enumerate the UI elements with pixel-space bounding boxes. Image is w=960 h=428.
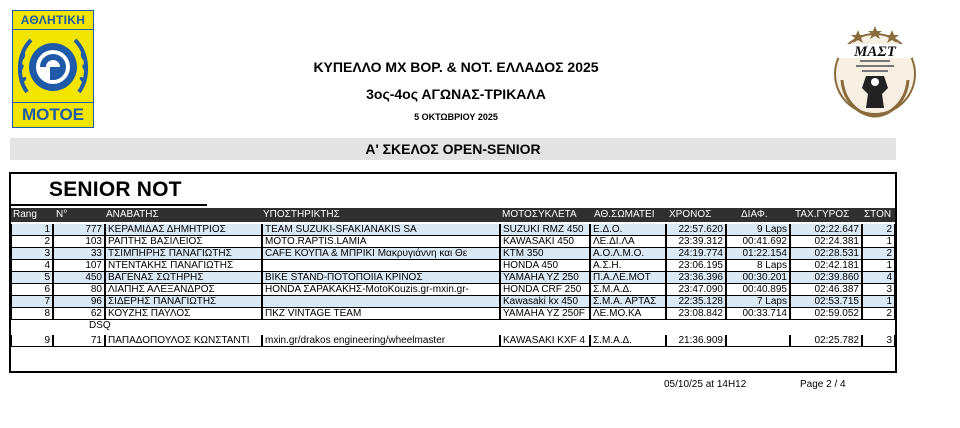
table-row: [11, 335, 895, 347]
table-row: [11, 296, 895, 308]
col-header-best: ΤΑΧ.ΓΥΡΟΣ: [795, 209, 850, 220]
cell-bike: YAMAHA YZ 250F: [500, 308, 590, 320]
cell-bike: KAWASAKI 450: [500, 236, 590, 248]
logo-bottom-text: MOTOE: [12, 102, 94, 128]
cell-club: Σ.Μ.Α.Δ.: [590, 335, 666, 347]
cell-ston: 3: [862, 335, 895, 347]
cell-sponsor: mxin.gr/drakos engineering/wheelmaster: [262, 335, 500, 347]
col-header-rang: Rang: [13, 209, 37, 220]
col-header-ston: ΣΤΟΝ: [864, 209, 892, 220]
cell-club: Π.Α.ΛΕ.ΜΟΤ: [590, 272, 666, 284]
class-title: SENIOR NOT: [49, 178, 182, 201]
cell-ston: 4: [862, 272, 895, 284]
cell-ston: 2: [862, 248, 895, 260]
cell-ston: 3: [862, 284, 895, 296]
cell-best-lap: 02:42.181: [790, 260, 862, 272]
cell-club: Σ.Μ.Α. ΑΡΤΑΣ: [590, 296, 666, 308]
cell-club: Σ.Μ.Α.Δ.: [590, 284, 666, 296]
cell-rang: 2: [11, 236, 53, 248]
cell-club: Α.Σ.Η.: [590, 260, 666, 272]
cell-rider: ΤΣΙΜΠΗΡΗΣ ΠΑΝΑΓΙΩΤΗΣ: [105, 248, 262, 260]
cell-diff: 00:30.201: [726, 272, 790, 284]
cell-diff: 00:41.692: [726, 236, 790, 248]
cell-best-lap: 02:53.715: [790, 296, 862, 308]
cell-rang: 1: [11, 224, 53, 236]
cell-time: 23:08.842: [666, 308, 726, 320]
cell-time: 23:36.396: [666, 272, 726, 284]
cell-diff: [726, 335, 790, 347]
cell-best-lap: 02:22.647: [790, 224, 862, 236]
cell-diff: 7 Laps: [726, 296, 790, 308]
section-title: Α' ΣΚΕΛΟΣ OPEN-SENIOR: [10, 138, 896, 160]
cell-bike: SUZUKI RMZ 450: [500, 224, 590, 236]
cell-ston: 2: [862, 224, 895, 236]
cell-rang: 7: [11, 296, 53, 308]
table-row: [11, 224, 895, 236]
col-header-bike: ΜΟΤΟΣΥΚΛΕΤΑ: [502, 209, 577, 220]
cell-rang: 5: [11, 272, 53, 284]
cell-rider: ΚΟΥΖΗΣ ΠΑΥΛΟΣ: [105, 308, 262, 320]
cell-time: 23:39.312: [666, 236, 726, 248]
page-number: Page 2 / 4: [800, 379, 846, 390]
event-date: 5 ΟΚΤΩΒΡΙΟΥ 2025: [414, 112, 498, 122]
table-row: [11, 284, 895, 296]
class-title-underline: [11, 204, 207, 206]
cell-bike: Kawasaki kx 450: [500, 296, 590, 308]
cell-rider: ΠΑΠΑΔΟΠΟΥΛΟΣ ΚΩΝΣΤΑΝΤΙ: [105, 335, 262, 347]
cell-ston: 1: [862, 236, 895, 248]
cell-rider: ΡΑΠΤΗΣ ΒΑΣΙΛΕΙΟΣ: [105, 236, 262, 248]
table-row: [11, 248, 895, 260]
cell-num: 450: [53, 272, 105, 284]
cell-num: 33: [53, 248, 105, 260]
round-title: 3ος-4ος ΑΓΩΝΑΣ-ΤΡΙΚΑΛΑ: [366, 86, 546, 102]
cell-sponsor: [262, 260, 500, 272]
cell-club: Α.Ο.Λ.Μ.Ο.: [590, 248, 666, 260]
cell-diff: 00:33.714: [726, 308, 790, 320]
cell-best-lap: 02:28.531: [790, 248, 862, 260]
cell-ston: 1: [862, 260, 895, 272]
cell-time: 23:47.090: [666, 284, 726, 296]
cell-num: 80: [53, 284, 105, 296]
cell-best-lap: 02:25.782: [790, 335, 862, 347]
cell-time: 22:35.128: [666, 296, 726, 308]
cell-diff: 9 Laps: [726, 224, 790, 236]
cell-best-lap: 02:24.381: [790, 236, 862, 248]
cell-sponsor: HONDA ΣΑΡΑΚΑΚΗΣ-MotoKouzis.gr-mxin.gr-: [262, 284, 500, 296]
cell-rider: ΝΤΕΝΤΑΚΗΣ ΠΑΝΑΓΙΩΤΗΣ: [105, 260, 262, 272]
cell-ston: 1: [862, 296, 895, 308]
mast-logo-text: ΜΑΣΤ: [854, 44, 896, 60]
cell-club: ΛΕ.ΔΙ.ΛΑ: [590, 236, 666, 248]
cell-num: 62: [53, 308, 105, 320]
cell-club: ΛΕ.ΜΟ.ΚΑ: [590, 308, 666, 320]
cell-time: 23:06.195: [666, 260, 726, 272]
cell-bike: HONDA 450: [500, 260, 590, 272]
col-header-num: N°: [56, 209, 68, 220]
col-header-sponsor: ΥΠΟΣΤΗΡΙΚΤΗΣ: [263, 209, 340, 220]
cell-bike: KAWASAKI KXF 4: [500, 335, 590, 347]
table-header: [11, 208, 895, 222]
cell-rang: 6: [11, 284, 53, 296]
cell-bike: YAMAHA YZ 250: [500, 272, 590, 284]
cell-sponsor: CAFE ΚΟΥΠΑ & ΜΠΡΙΚΙ Μακρυγιάννη και Θε: [262, 248, 500, 260]
dsq-label: DSQ: [89, 320, 111, 331]
col-header-club: ΑΘ.ΣΩΜΑΤΕΙ: [594, 209, 655, 220]
col-header-rider: ΑΝΑΒΑΤΗΣ: [106, 209, 159, 220]
cell-num: 71: [53, 335, 105, 347]
cell-rang: 4: [11, 260, 53, 272]
cell-best-lap: 02:46.387: [790, 284, 862, 296]
table-row: [11, 236, 895, 248]
cell-ston: 2: [862, 308, 895, 320]
championship-title: ΚΥΠΕΛΛΟ MX ΒΟΡ. & ΝΟΤ. ΕΛΛΑΔΟΣ 2025: [313, 59, 599, 75]
cell-sponsor: BIKE STAND-ΠΟΤΟΠΟΙΙΑ ΚΡΙΝΟΣ: [262, 272, 500, 284]
cell-rider: ΚΕΡΑΜΙΔΑΣ ΔΗΜΗΤΡΙΟΣ: [105, 224, 262, 236]
cell-diff: 01:22.154: [726, 248, 790, 260]
cell-time: 24:19.774: [666, 248, 726, 260]
cell-num: 103: [53, 236, 105, 248]
cell-bike: HONDA CRF 250: [500, 284, 590, 296]
cell-diff: 00:40.895: [726, 284, 790, 296]
cell-best-lap: 02:39.860: [790, 272, 862, 284]
cell-best-lap: 02:59.052: [790, 308, 862, 320]
cell-rider: ΣΙΔΕΡΗΣ ΠΑΝΑΓΙΩΤΗΣ: [105, 296, 262, 308]
table-row: [11, 272, 895, 284]
cell-sponsor: ΠΚΖ VINTAGE TEAM: [262, 308, 500, 320]
cell-num: 107: [53, 260, 105, 272]
dsq-section-row: [11, 320, 895, 332]
cell-sponsor: [262, 296, 500, 308]
logo-top-text: ΑΘΛΗΤΙΚΗ: [12, 10, 94, 30]
cell-time: 21:36.909: [666, 335, 726, 347]
table-row: [11, 260, 895, 272]
cell-num: 777: [53, 224, 105, 236]
cell-club: Ε.Δ.Ο.: [590, 224, 666, 236]
cell-rang: 3: [11, 248, 53, 260]
col-header-diff: ΔΙΑΦ.: [741, 209, 768, 220]
table-row: [11, 308, 895, 320]
cell-bike: KTM 350: [500, 248, 590, 260]
col-header-time: ΧΡΟΝΟΣ: [669, 209, 712, 220]
cell-sponsor: MOTO.RAPTIS.LAMIA: [262, 236, 500, 248]
results-table: [9, 172, 897, 373]
cell-sponsor: TEAM SUZUKI-SFAKIANAKIS SA: [262, 224, 500, 236]
cell-rang: 9: [11, 335, 53, 347]
cell-rang: 8: [11, 308, 53, 320]
print-timestamp: 05/10/25 at 14H12: [664, 379, 747, 390]
cell-time: 22:57.620: [666, 224, 726, 236]
cell-diff: 8 Laps: [726, 260, 790, 272]
cell-rider: ΒΑΓΕΝΑΣ ΣΩΤΗΡΗΣ: [105, 272, 262, 284]
cell-rider: ΛΙΑΠΗΣ ΑΛΕΞΑΝΔΡΟΣ: [105, 284, 262, 296]
cell-num: 96: [53, 296, 105, 308]
